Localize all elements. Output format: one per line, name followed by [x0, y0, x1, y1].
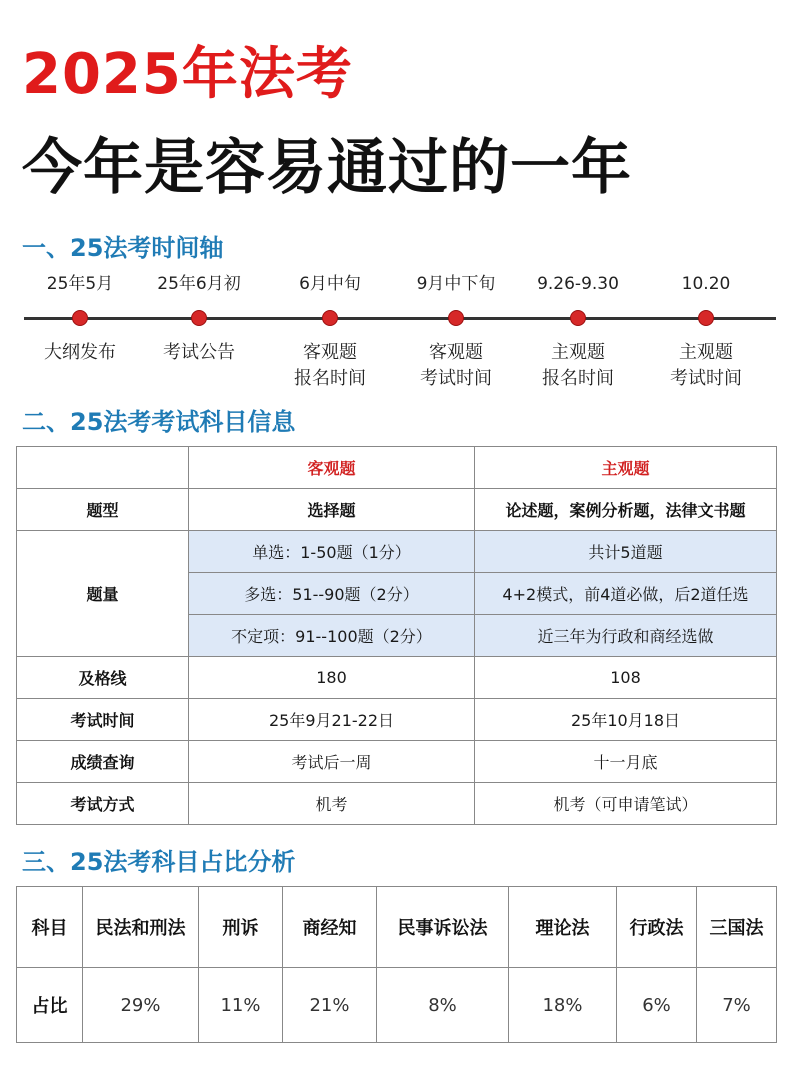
subject-row [17, 887, 777, 968]
timeline-dot [191, 310, 207, 326]
timeline-item [641, 270, 771, 392]
table-row [17, 741, 777, 783]
subject-head-label: 科目 [17, 887, 83, 968]
subject-cell: 三国法 [697, 887, 777, 968]
table-header-row [17, 447, 777, 489]
ratio-cell: 11% [199, 968, 283, 1043]
ratio-row [17, 968, 777, 1043]
mode-objective: 机考 [189, 783, 475, 825]
section-title-exam-info: 二、25法考考试科目信息 [22, 408, 296, 436]
timeline-label: 考试公告 [163, 342, 235, 363]
timeline-date: 9.26-9.30 [537, 274, 619, 294]
table-row [17, 489, 777, 531]
row-label-score: 成绩查询 [17, 741, 189, 783]
time-objective: 25年9月21-22日 [189, 699, 475, 741]
timeline-label: 主观题 报名时间 [542, 342, 614, 389]
qty-objective: 单选：1-50题（1分） [189, 531, 475, 573]
row-label-quantity: 题量 [17, 531, 189, 657]
ratio-cell: 18% [509, 968, 617, 1043]
timeline-item [15, 270, 145, 366]
timeline-item [265, 270, 395, 392]
section-title-ratio: 三、25法考科目占比分析 [22, 848, 296, 876]
ratio-cell: 6% [617, 968, 697, 1043]
row-label-pass: 及格线 [17, 657, 189, 699]
subject-cell: 民法和刑法 [83, 887, 199, 968]
row-label-mode: 考试方式 [17, 783, 189, 825]
pass-objective: 180 [189, 657, 475, 699]
qty-subjective: 近三年为行政和商经选做 [475, 615, 777, 657]
timeline-dot [322, 310, 338, 326]
ratio-cell: 8% [377, 968, 509, 1043]
timeline-label: 大纲发布 [44, 342, 116, 363]
timeline-date: 6月中旬 [299, 274, 361, 294]
qty-objective: 不定项：91--100题（2分） [189, 615, 475, 657]
timeline-date: 10.20 [681, 274, 731, 294]
row-label-time: 考试时间 [17, 699, 189, 741]
pass-subjective: 108 [475, 657, 777, 699]
subject-cell: 刑诉 [199, 887, 283, 968]
row-label-type: 题型 [17, 489, 189, 531]
timeline-label: 客观题 报名时间 [294, 342, 366, 389]
subject-cell: 民事诉讼法 [377, 887, 509, 968]
timeline-date: 25年5月 [46, 274, 114, 294]
timeline-item [513, 270, 643, 392]
subject-cell: 商经知 [283, 887, 377, 968]
timeline-date: 9月中下旬 [416, 274, 496, 294]
table-row [17, 531, 777, 573]
timeline-dot [570, 310, 586, 326]
table-row [17, 657, 777, 699]
type-objective: 选择题 [189, 489, 475, 531]
timeline-item [134, 270, 264, 366]
qty-subjective: 4+2模式，前4道必做，后2道任选 [475, 573, 777, 615]
main-title: 2025年法考 [22, 42, 353, 107]
timeline-label: 主观题 考试时间 [670, 342, 742, 389]
table-row [17, 699, 777, 741]
subject-cell: 理论法 [509, 887, 617, 968]
ratio-cell: 29% [83, 968, 199, 1043]
type-subjective: 论述题，案例分析题，法律文书题 [475, 489, 777, 531]
ratio-cell: 7% [697, 968, 777, 1043]
header-objective: 客观题 [189, 447, 475, 489]
exam-info-table [16, 446, 777, 825]
subject-ratio-table [16, 886, 777, 1043]
mode-subjective: 机考（可申请笔试） [475, 783, 777, 825]
table-corner [17, 447, 189, 489]
time-subjective: 25年10月18日 [475, 699, 777, 741]
timeline-dot [698, 310, 714, 326]
subject-cell: 行政法 [617, 887, 697, 968]
timeline-item [391, 270, 521, 392]
table-row [17, 783, 777, 825]
qty-subjective: 共计5道题 [475, 531, 777, 573]
score-objective: 考试后一周 [189, 741, 475, 783]
section-title-timeline: 一、25法考时间轴 [22, 234, 224, 262]
header-subjective: 主观题 [475, 447, 777, 489]
ratio-cell: 21% [283, 968, 377, 1043]
subtitle: 今年是容易通过的一年 [22, 133, 632, 203]
qty-objective: 多选：51--90题（2分） [189, 573, 475, 615]
timeline-dot [448, 310, 464, 326]
timeline-dot [72, 310, 88, 326]
timeline-date: 25年6月初 [157, 274, 241, 294]
score-subjective: 十一月底 [475, 741, 777, 783]
ratio-row-label: 占比 [17, 968, 83, 1043]
timeline [0, 270, 800, 400]
timeline-label: 客观题 考试时间 [420, 342, 492, 389]
